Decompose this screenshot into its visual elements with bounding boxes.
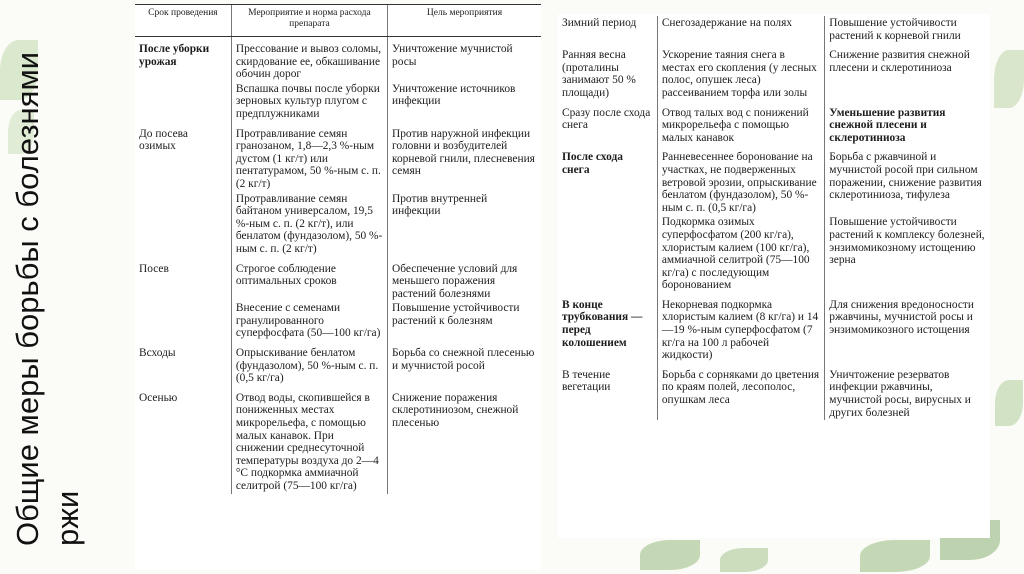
table-row	[558, 363, 990, 420]
table-row	[558, 43, 990, 100]
table-cell: Подкормка озимых суперфосфатом (200 кг/га), хлористым калием (100 кг/га), аммиачной селитрой (75—100 кг/га) с последующим боронованием	[657, 215, 824, 293]
leaf-decoration-icon	[995, 380, 1023, 426]
leaf-decoration-icon	[860, 540, 930, 572]
table-cell: Борьба с сорняками до цветения по краям полей, лесополос, опушкам леса	[657, 363, 824, 420]
table-cell: Снижение поражения склеротиниозом, снежной плесенью	[388, 386, 541, 494]
table-row	[558, 16, 990, 43]
table-cell	[135, 192, 231, 257]
table-cell: Повышение устойчивости растений к корневой гнили	[825, 16, 990, 43]
table-cell: Некорневая подкормка хлористым калием (8 кг/га) и 14—19 %-ным суперфосфатом (7 кг/га на 100 л рабочей жидкости)	[657, 293, 824, 363]
table-cell: Отвод талых вод с понижений микрорельефа с помощью малых канавок	[657, 101, 824, 146]
table-row	[558, 145, 990, 215]
table-cell: Против наружной инфекции головни и возбудителей корневой гнили, плесневения семян	[388, 122, 541, 192]
slide-title: Общие меры борьбы с болезнями ржи	[10, 51, 85, 546]
column-header: Срок проведения	[135, 5, 231, 37]
table-cell: Для снижения вредоносности ржавчины, мучнистой росы и энзимомикозного истощения	[825, 293, 990, 363]
table-cell: После уборки урожая	[139, 43, 210, 68]
table-header-row	[135, 5, 541, 37]
table-cell: Протравливание семян байтаном универсалом, 19,5 %-ным с. п. (2 кг/т), или бенлатом (фундазолом), 50 %-ным с. п. (2 кг/т)	[231, 192, 387, 257]
table-cell: Против внутренней инфекции	[388, 192, 541, 257]
table-cell: Строгое соблюдение оптимальных сроков	[231, 257, 387, 302]
table-cell: Борьба с ржавчиной и мучнистой росой при сильном поражении, снижение развития склеротиниоза, тифулеза	[825, 145, 990, 215]
table-cell: Сразу после схода снега	[562, 106, 651, 132]
table-cell: Прессование и вывоз соломы, скирдование ее, обкашивание обочин дорог	[231, 37, 387, 82]
table-row	[135, 386, 541, 494]
right-table	[558, 16, 990, 420]
table-cell: Повышение устойчивости растений к комплексу болезней, энзимомикозному истощению зерна	[825, 215, 990, 293]
table-cell: Всходы	[139, 347, 176, 360]
leaf-decoration-icon	[720, 548, 768, 572]
table-cell: В конце трубкования — перед колошением	[562, 298, 643, 349]
table-cell	[558, 215, 657, 293]
column-header: Цель мероприятия	[388, 5, 541, 37]
table-cell: Ранневесеннее боронование на участках, не подверженных ветровой эрозии, опрыскивание бенлатом (фундазолом), 50 %-ным с. п. (0,5 кг/га)	[657, 145, 824, 215]
table-row	[135, 82, 541, 122]
table-cell: В течение вегетации	[562, 368, 611, 394]
table-cell: Уничтожение резерватов инфекции ржавчины, мучнистой росы, вирусных и других болезней	[825, 363, 990, 420]
table-cell: Осенью	[139, 391, 178, 404]
leaf-decoration-icon	[994, 50, 1024, 108]
table-row	[135, 192, 541, 257]
table-cell: Снижение развития снежной плесени и склеротиниоза	[825, 43, 990, 100]
table-cell: Уничтожение мучнистой росы	[388, 37, 541, 82]
table-cell: Протравливание семян гранозаном, 1,8—2,3 %-ным дустом (1 кг/т) или пентатурамом, 50 %-ным с. п. (2 кг/т)	[231, 122, 387, 192]
table-cell	[135, 82, 231, 122]
left-table	[135, 4, 541, 494]
table-cell: Уничтожение источников инфекции	[388, 82, 541, 122]
table-row	[558, 293, 990, 363]
table-cell: Обеспечение условий для меньшего поражения растений болезнями	[388, 257, 541, 302]
table-cell	[135, 301, 231, 341]
table-row	[135, 341, 541, 386]
table-row	[558, 215, 990, 293]
column-header: Мероприятие и норма расхода препарата	[231, 5, 387, 37]
table-row	[558, 101, 990, 146]
table-cell: Внесение с семенами гранулированного суперфосфата (50—100 кг/га)	[231, 301, 387, 341]
slide-title-container	[8, 30, 103, 550]
table-row	[135, 122, 541, 192]
table-cell: Ранняя весна (проталины занимают 50 % площади)	[562, 49, 636, 99]
table-cell: Ускорение таяния снега в местах его скопления (у лесных полос, опушек леса) рассеиванием торфа или золы	[657, 43, 824, 100]
table-row	[135, 37, 541, 82]
table-cell: Снегозадержание на полях	[657, 16, 824, 43]
leaf-decoration-icon	[640, 540, 700, 570]
table-cell: Зимний период	[562, 17, 637, 29]
table-cell: После схода снега	[562, 151, 623, 176]
table-cell: До посева озимых	[139, 127, 188, 153]
table-cell: Борьба со снежной плесенью и мучнистой росой	[388, 341, 541, 386]
table-cell: Отвод воды, скопившейся в пониженных местах микрорельефа, с помощью малых канавок. При снижении среднесуточной температуры воздуха до 2—4 °С подкормка аммиачной селитрой (75—100 кг/га)	[231, 386, 387, 494]
table-row	[135, 301, 541, 341]
table-cell: Уменьшение развития снежной плесени и склеротиниоза	[825, 101, 990, 146]
table-cell: Вспашка почвы после уборки зерновых культур плугом с предплужниками	[231, 82, 387, 122]
table-cell: Посев	[139, 262, 169, 275]
table-cell: Повышение устойчивости растений к болезням	[388, 301, 541, 341]
table-cell: Опрыскивание бенлатом (фундазолом), 50 %-ным с. п. (0,5 кг/га)	[231, 341, 387, 386]
table-row	[135, 257, 541, 302]
